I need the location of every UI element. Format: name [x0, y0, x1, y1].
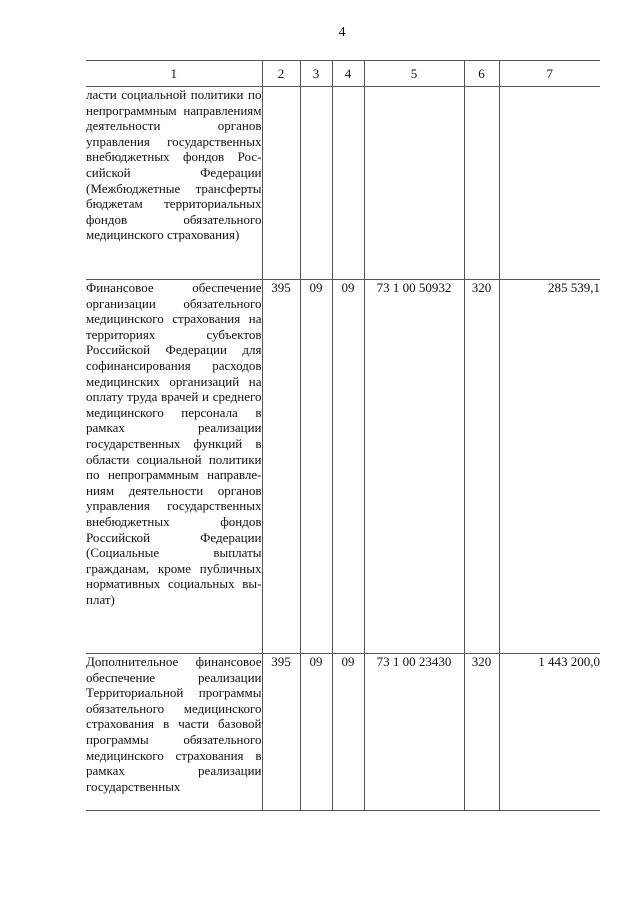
- table-row: [86, 87, 600, 280]
- expense-name: ласти социальной политики по непрограммным направлениям деятельности органов управления государственных внебюджетных фондов Российской Федерации (Межбюджетные трансферты бюджетам территориальных фондов обязательного медицинского страхования): [86, 87, 262, 243]
- budget-table: [86, 60, 600, 811]
- column-header: 1: [86, 61, 262, 87]
- target-code: [364, 87, 464, 280]
- table-row: [86, 654, 600, 811]
- expense-name: Финансовое обеспечение организации обязательного медицинского страхования на территориях субъектов Российской Федерации для софинансирования расходов медицинских организаций на оплату труда врачей и среднего медицинского персонала в рамках реализации государственных функций в области социальной политики по непрограммным направлениям деятельности органов управления государственных внебюджетных фондов Российской Федерации (Социальные выплаты гражданам, кроме публичных нормативных социальных выплат): [86, 280, 262, 607]
- page-number: 4: [338, 25, 346, 40]
- amount: 1 443 200,0: [499, 654, 600, 811]
- expense-name: Дополнительное финансовое обеспечение реализации Территориальной программы обязательного медицинского страхования в части базовой программы обязательного медицинского страхования в рамках реализации государственных: [86, 654, 262, 794]
- subsection-code: [332, 87, 364, 280]
- ved-code: [262, 87, 300, 280]
- section-code: 09: [300, 654, 332, 811]
- column-header: 5: [364, 61, 464, 87]
- table-header-row: [86, 61, 600, 87]
- expense-type-code: [464, 87, 499, 280]
- section-code: 09: [300, 280, 332, 654]
- column-header: 2: [262, 61, 300, 87]
- column-header: 7: [499, 61, 600, 87]
- section-code: [300, 87, 332, 280]
- table-row: [86, 280, 600, 654]
- column-header: 6: [464, 61, 499, 87]
- amount: [499, 87, 600, 280]
- amount: 285 539,1: [499, 280, 600, 654]
- subsection-code: 09: [332, 654, 364, 811]
- expense-type-code: 320: [464, 280, 499, 654]
- target-code: 73 1 00 23430: [364, 654, 464, 811]
- ved-code: 395: [262, 654, 300, 811]
- column-header: 4: [332, 61, 364, 87]
- column-header: 3: [300, 61, 332, 87]
- target-code: 73 1 00 50932: [364, 280, 464, 654]
- expense-type-code: 320: [464, 654, 499, 811]
- ved-code: 395: [262, 280, 300, 654]
- subsection-code: 09: [332, 280, 364, 654]
